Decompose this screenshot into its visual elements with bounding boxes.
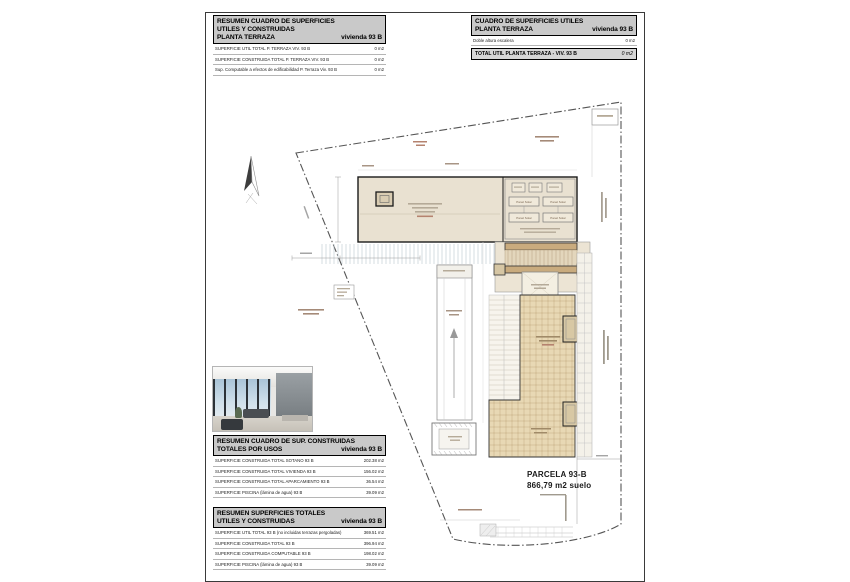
table-row: SUPERFICIE UTIL TOTAL P. TERRAZA VIV. 93 B 0 m2	[213, 44, 386, 55]
solar-panel-label: Panel Solar	[516, 199, 532, 204]
table-title: CUADRO DE SUPERFICIES UTILES	[475, 18, 584, 25]
table-title: RESUMEN CUADRO DE SUPERFICIES	[217, 18, 335, 25]
table-title: UTILES Y CONSTRUIDAS	[217, 26, 295, 33]
table-unit: vivienda 93 B	[341, 34, 382, 41]
table-subtitle: PLANTA TERRAZA	[475, 26, 533, 33]
table-row: SUPERFICIE CONSTRUIDA TOTAL P. TERRAZA VIV. 93 B 0 m2	[213, 55, 386, 66]
table-subtitle: TOTALES POR USOS	[217, 446, 283, 453]
photo-sofa	[243, 409, 269, 418]
table-construidas-usos	[213, 435, 386, 498]
table-row: SUPERFICIE CONSTRUIDA TOTAL APARCAMIENTO 93 B 36.54 m2	[213, 477, 386, 488]
table-header	[471, 15, 637, 36]
table-header	[213, 15, 386, 44]
photo-bench	[282, 415, 308, 421]
table-row: SUPERFICIE CONSTRUIDA COMPUTABLE 93 B 198.02 m2	[213, 549, 386, 560]
table-subtitle: UTILES Y CONSTRUIDAS	[217, 518, 295, 525]
table-total-row: TOTAL UTIL PLANTA TERRAZA - VIV. 93 B 0 m2	[471, 48, 637, 60]
solar-panel-label: Panel Solar	[550, 199, 566, 204]
table-header	[213, 507, 386, 528]
table-row: Doble altura escalera 0 m2	[471, 36, 637, 46]
table-unit: vivienda 93 B	[341, 446, 382, 453]
photo-table	[221, 419, 243, 430]
table-row: SUPERFICIE PISCINA (lámina de agua) 93 B 39.09 m2	[213, 488, 386, 499]
solar-panel-label: Panel Solar	[550, 215, 566, 220]
table-terraza-utiles	[471, 15, 637, 60]
table-row: SUPERFICIE CONSTRUIDA TOTAL 93 B 396.94 m2	[213, 539, 386, 550]
table-row: SUPERFICIE CONSTRUIDA TOTAL SOTANO 93 B 202.38 m2	[213, 456, 386, 467]
solar-panel-label: Panel Solar	[516, 215, 532, 220]
table-header	[213, 435, 386, 456]
table-unit: vivienda 93 B	[592, 26, 633, 33]
table-unit: vivienda 93 B	[341, 518, 382, 525]
parcel-area: 866,79 m2 suelo	[527, 481, 592, 490]
table-terraza-resumen	[213, 15, 386, 76]
table-title: RESUMEN SUPERFICIES TOTALES	[217, 510, 326, 517]
table-row: Sup. Computable a efectos de edificabilidad P. Terraza Viv. 93 B 0 m2	[213, 65, 386, 76]
interior-render-photo	[212, 366, 313, 432]
photo-plant	[235, 407, 242, 418]
table-subtitle: PLANTA TERRAZA	[217, 34, 275, 41]
table-row: SUPERFICIE UTIL TOTAL 93 B (no incluidas terrazas pergoladas) 369.51 m2	[213, 528, 386, 539]
table-title: RESUMEN CUADRO DE SUP. CONSTRUIDAS	[217, 438, 355, 445]
parcel-name: PARCELA 93-B	[527, 470, 587, 479]
table-row: SUPERFICIE CONSTRUIDA TOTAL VIVIENDA 93 B 156.02 m2	[213, 467, 386, 478]
table-row: SUPERFICIE PISCINA (lámina de agua) 93 B 39.09 m2	[213, 560, 386, 571]
table-totales	[213, 507, 386, 570]
